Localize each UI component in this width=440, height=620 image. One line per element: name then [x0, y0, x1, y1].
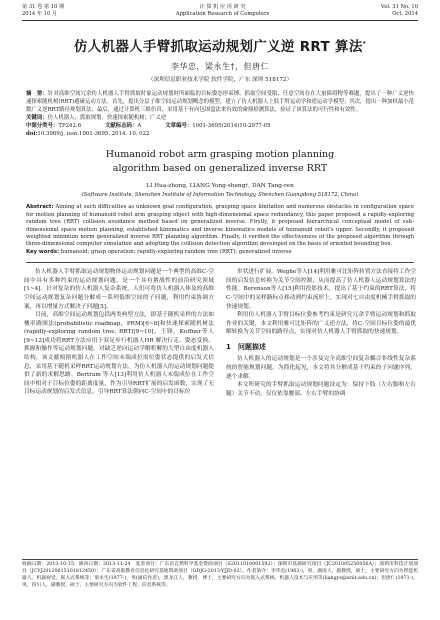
journal-name-cn: 计 算 机 应 用 研 究 [199, 4, 246, 10]
title-en-line2: algorithm based on generalized inverse RRT [112, 163, 328, 175]
body-columns [22, 268, 418, 398]
title-en-line1: Humanoid robot arm grasping motion planning [105, 149, 335, 161]
doi-label: doi: [26, 131, 38, 138]
clc-value: TP242.6 [58, 123, 82, 130]
authors-en: LI Hua-zhong, LIANG Yong-sheng†, DAN Tang-ren [146, 183, 294, 190]
section-heading: 1 问题描述 [226, 342, 266, 351]
body-paragraph: 仿人机器人的运动规划是一个涉及完全高维空间复杂耦合非线性复杂系统的智能规划问题。为简化起见，本文将其分解成基于约束的子问题序列，逐个求解。 [226, 356, 416, 380]
classification-row [22, 122, 418, 130]
header-right [381, 4, 418, 18]
doc-code-field [105, 122, 141, 130]
abstract-separator [26, 262, 414, 263]
body-paragraph: 利用仿人机器人手臂目标位姿参考约束是研究冗余手臂运动规划和抓取作业的关键，本文利用雅可比矩阵的广义逆方法，将C-空间目标位姿的最优解转换为关节空间的路径点，实现对仿人机器人手臂抓取的快速规划。 [226, 312, 416, 336]
affiliation-cn: （深圳信息职业技术学院 软件学院，广东 深圳 518172） [147, 77, 293, 83]
paper-title-en [22, 148, 418, 176]
body-paragraph: 仿人机器人手臂抓取运动规划物体运动规划问题是一个典型的高维C-空间中具有多种约束的运动规划问题，是一个具有挑战性的前沿研究领域[1~4]。针对复杂的仿人机器人复杂系统，人们可将仿人机器人体及的高维空间运动规划复杂问题分解成一系列低维空间的子问题，利用约束协调方案，再以增量方式解决子问题[5]。 [24, 269, 214, 310]
abstract-cn [22, 90, 418, 114]
keywords-en-text: humanoid; grasp operation; rapidly-exploring random tree (RRT); generalized inverse [60, 248, 292, 255]
header-rule [22, 20, 418, 21]
doi-value: 10.3969/j. issn.1001-3695. 2014. 10. 022 [37, 131, 150, 138]
volume-issue: 第 31 卷 第 10 期 [22, 4, 65, 10]
footnote-text: 收稿日期：2013-10-15；修回日期：2013-11-24 基金项目：广东省自然科学基金资助项目（S2011010001592）；深圳市基础研究项目（JC201005250056A）；深圳市科技计划项目（JCYJ20120615101812450）；广东省高职教育信息化研究基地资助项目（GDJG-2013-YJJD-02）。作者简介：李华忠(1963-)，男，湖南人，副教授，硕士，主要研究方向为智能机器人、机器视觉、嵌入式系统等；梁永生(1977-)，男(通信作者)，黑龙江人，教授，博士，主要研究方向为嵌入式系统、机器人技术与应用等(liangys@sziit.edu.cn)；但唐仁(1971-)，男，四川人，副教授，硕士，主要研究方向为软件工程、信息系统等。 [22, 562, 418, 588]
doi-line [22, 130, 418, 138]
footnote-rule [22, 559, 418, 560]
keywords-cn-text: 仿人机器人；抓取规划；快速探索随机树；广义逆 [47, 115, 167, 122]
abstract-en [22, 204, 418, 248]
keywords-en-label: Key words: [26, 248, 60, 255]
clc-field [26, 122, 81, 130]
article-no-label: 文章编号： [165, 123, 193, 130]
article-no-field [165, 122, 270, 130]
body-paragraph: 形状进行扩展。Weghe等人[14]利用雅可比矩阵转置方法直接将工作空间的启发信息转换为关节空间控制，从而提高了仿人机器人运动规划算法的性能。Berenson等人[15]利用投影技术，提出了基于约束的RRT算法，将C-空间中的采样路标点移动到约束流形上，实现对七自由度机械手臂抓取的快速规划。 [226, 269, 416, 310]
volume-issue-en: Vol. 31 No. 10 [380, 4, 418, 10]
authors-cn: 李华忠，梁永生†，但唐仁 [171, 62, 269, 71]
issue-date: 2014 年 10 月 [22, 11, 58, 17]
keywords-en [22, 249, 418, 256]
keywords-cn [22, 114, 418, 122]
article-no-value: 1001-3695(2014)10-2977-05 [192, 123, 271, 130]
doc-code-value: A [137, 123, 142, 130]
left-column [24, 268, 214, 398]
affiliation-en: (Software Institute, Shenzhen Institute of Information Technology, Shenzhen Guangdong 518172, China) [81, 192, 359, 199]
footnote-block [22, 559, 418, 590]
journal-name-en: Application Research of Computers [175, 11, 270, 17]
keywords-cn-label: 关键词： [26, 115, 48, 122]
abstract-en-text: Aiming at such difficulties as unknown goal configuration, grasping space limitation and numerous obstacles in configuration space for motion planning of humanoid robot arm grasping object with high-dimensional space redundancy, this paper proposed a rapidly-exploring random tree (RRT) collision avoidance method based on generalized inverse. Firstly, it proposed hierarchical conceptual model of sub-dimensional space motion planning, established kinematics and inverse kinematics models of humanoid robot's upper. Secondly, it proposed weighted minimum norm generalized inverse RRT planning algorithm. Finally, it verified the effectiveness of the proposed algorithm through three-dimensional computer simulation and adopting the collision detection algorithm developed on the basis of oriented bounding box. [26, 204, 414, 248]
doc-code-label: 文献标志码： [105, 123, 138, 130]
clc-label: 中图分类号： [26, 123, 59, 130]
right-column [226, 268, 416, 398]
title-footnote-mark: * [362, 40, 367, 48]
issue-date-en: Oct. 2014 [392, 11, 418, 17]
abstract-cn-text: 针对高维空间冗余仿人机器人手臂抓取时象运动规划时所面临的目标姿态形束缚、抓取空间受限、任意空间存在大量障碍物等难题，提出了一种广义逆快速探索随机树(RRT)避碰运动方法。首先，提出分层子维空间运动规划概念的模型，建立了仿人机器人上肢手臂运动学和逆运动学模型；其次，提出一种加权最小范数广义逆RRT路径规划算法；最后，通过计算机三维仿真，采用基于有向包围盒法来有效的碰撞检测算法，验证了该算法的可行性和有效性。 [26, 91, 414, 114]
body-paragraph: 本文所研究的手臂抓取运动规划问题设定为：保持下肢（左右脚和左右腿）关节不动，仅仅依靠腰部、左右手臂的协调 [226, 382, 416, 397]
running-header [22, 0, 418, 18]
abstract-en-label: Abstract: [26, 204, 54, 211]
body-paragraph: 目前，高维空间运动规划包括两类典型方法，即基于随机采样的方法如概率路图法(probabilistic roadmap，PRM)[6~8]和快速探索随机树法(rapidly-exploring random tree, RRT)[9~10]。王锋、Kuffner等人[9~12]成功将RRT方法应用于双足步行机器人HR 解决行走、姿态变换、抓握和操作等运动规划问题。对缺乏逆向运动学解析解的大型自由度机器人结构，该文献根据机器人在工作空间末端成位需位姿状态提供的启发式信息，采用基于随机采样RRT运动规划方法，为仿人机器人的运动规划问题提供了新的求解思路。Bertram 等人[13]利用仿人机器人末端成位在工作空间中相对于目标位姿的距离度量，作为引导RRT扩展的启发函数，实现了无目标运动规划的启发式信息，引导RRT算法朝向C-空间中的目标位 [24, 312, 214, 396]
title-text: 仿人机器人手臂抓取运动规划广义逆 RRT 算法 [73, 39, 363, 55]
abstract-cn-label: 摘 要： [26, 91, 48, 97]
header-left [22, 4, 64, 18]
header-center [176, 4, 269, 18]
paper-title-cn [22, 35, 418, 55]
